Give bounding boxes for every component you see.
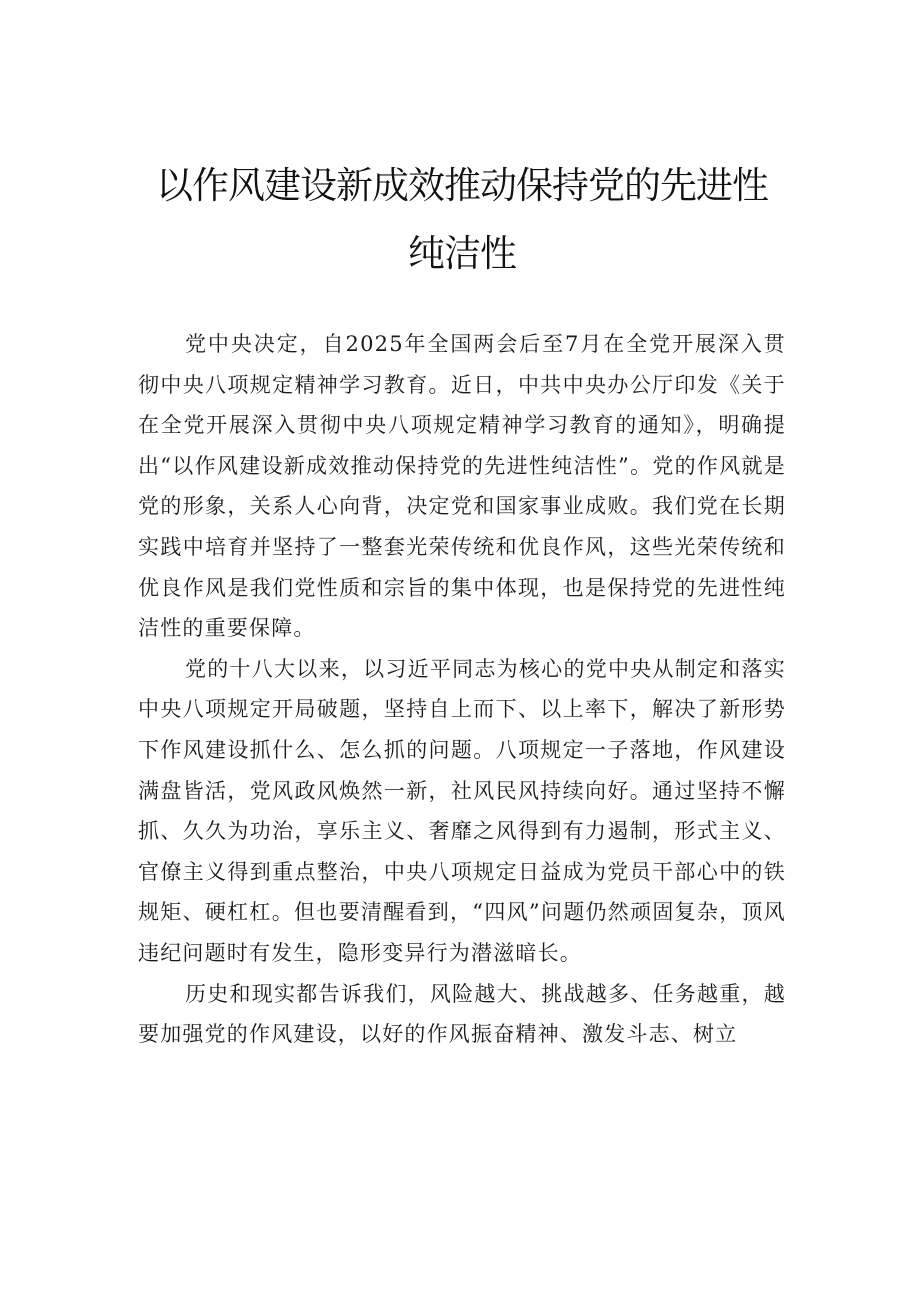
paragraph: 历史和现实都告诉我们，风险越大、挑战越多、任务越重，越要加强党的作风建设，以好的作风振奋精神、激发斗志、树立 <box>138 981 786 1047</box>
paragraph: 党的十八大以来，以习近平同志为核心的党中央从制定和落实中央八项规定开局破题，坚持自上而下、以上率下，解决了新形势下作风建设抓什么、怎么抓的问题。八项规定一子落地，作风建设满盘皆活，党风政风焕然一新，社风民风持续向好。通过坚持不懈抓、久久为功治，享乐主义、奢靡之风得到有力遏制，形式主义、官僚主义得到重点整治，中央八项规定日益成为党员干部心中的铁规矩、硬杠杠。但也要清醒看到，“四风”问题仍然顽固复杂，顶风违纪问题时有发生，隐形变异行为潜滋暗长。 <box>138 656 786 965</box>
document-title: 以作风建设新成效推动保持党的先进性纯洁性 <box>156 164 768 275</box>
document-body <box>138 324 786 1055</box>
paragraph: 党中央决定，自2025年全国两会后至7月在全党开展深入贯彻中央八项规定精神学习教育。近日，中共中央办公厅印发《关于在全党开展深入贯彻中央八项规定精神学习教育的通知》，明确提出“以作风建设新成效推动保持党的先进性纯洁性”。党的作风就是党的形象，关系人心向背，决定党和国家事业成败。我们党在长期实践中培育并坚持了一整套光荣传统和优良作风，这些光荣传统和优良作风是我们党性质和宗旨的集中体现，也是保持党的先进性纯洁性的重要保障。 <box>138 332 786 641</box>
